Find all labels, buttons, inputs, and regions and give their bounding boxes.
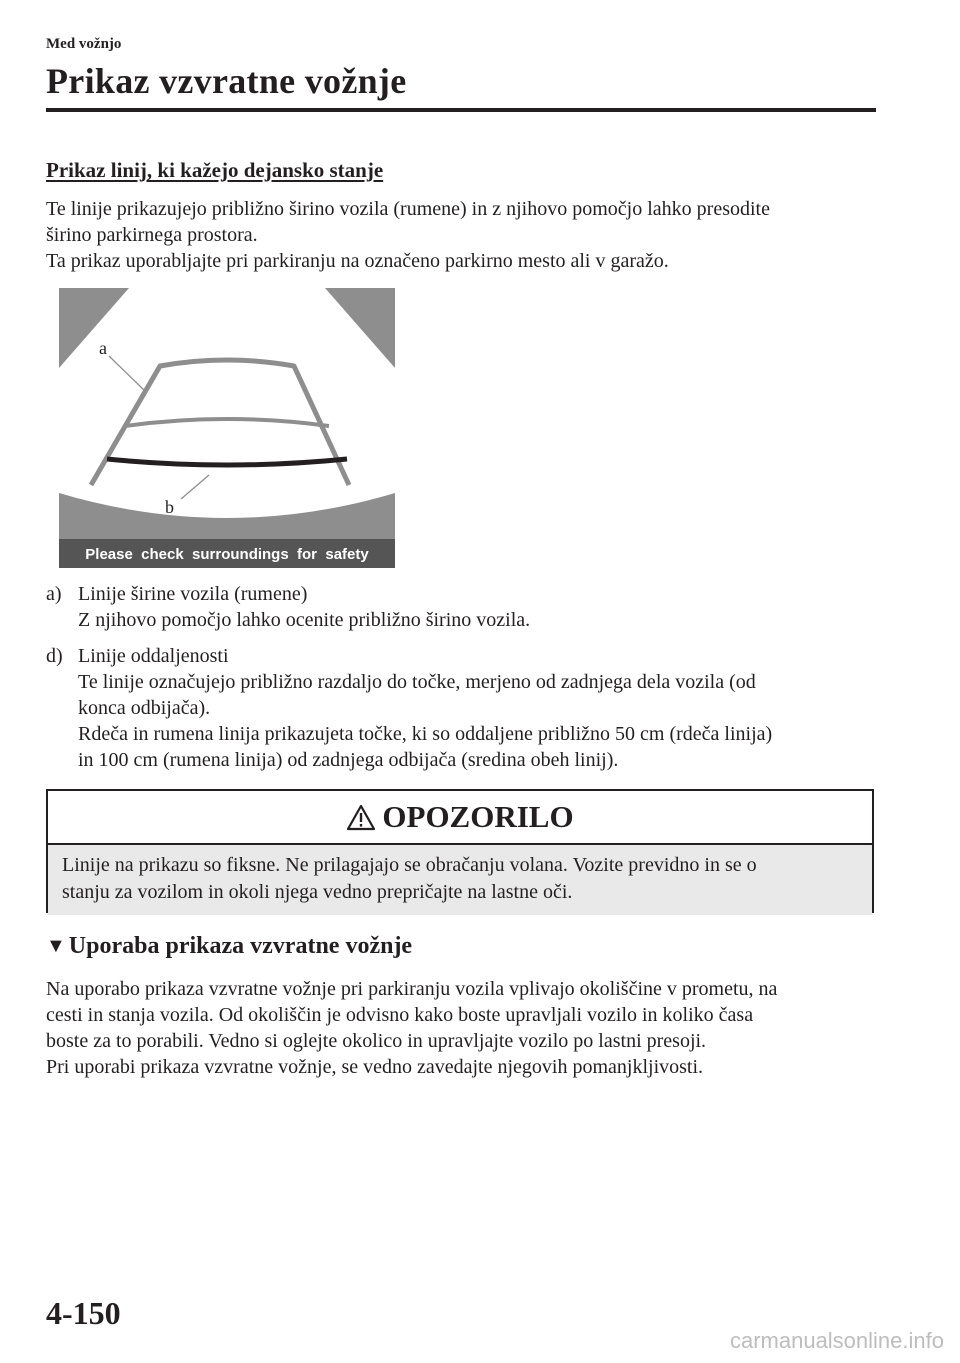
warning-title: OPOZORILO <box>382 799 574 834</box>
intro-line: širino parkirnega prostora. <box>46 224 258 246</box>
legend-marker: d) <box>46 645 63 667</box>
safety-banner-text: Please check surroundings for safety <box>85 546 369 563</box>
warning-body <box>48 845 872 915</box>
usage-heading <box>46 933 412 960</box>
warning-triangle-icon <box>346 804 376 831</box>
legend-line: Linije oddaljenosti <box>78 645 229 667</box>
triangle-down-icon: ▼ <box>46 935 66 957</box>
warning-box <box>46 789 874 913</box>
intro-line: Ta prikaz uporabljajte pri parkiranju na označeno parkirno mesto ali v garažo. <box>46 250 669 272</box>
usage-line: Na uporabo prikaza vzvratne vožnje pri parkiranju vozila vplivajo okoliščine v prometu, na <box>46 978 778 1000</box>
section-label: Med vožnjo <box>46 36 122 52</box>
legend-marker: a) <box>46 583 62 605</box>
legend-line: Z njihovo pomočjo lahko ocenite približno širino vozila. <box>78 609 531 631</box>
watermark: carmanualsonline.info <box>729 1328 944 1353</box>
legend-item-a <box>46 581 886 633</box>
usage-line: cesti in stanja vozila. Od okoliščin je odvisno kako boste upravljali vozilo in koliko časa <box>46 1004 754 1026</box>
intro-paragraph <box>46 196 886 274</box>
usage-title: Uporaba prikaza vzvratne vožnje <box>68 933 413 959</box>
warning-line: stanju za vozilom in okoli njega vedno prepričajte na lastne oči. <box>62 881 573 903</box>
page-number: 4-150 <box>46 1295 121 1331</box>
legend-line: Linije širine vozila (rumene) <box>78 583 308 605</box>
legend-item-d <box>46 643 886 773</box>
callout-label-b: b <box>165 497 174 517</box>
rear-camera-figure <box>59 288 395 568</box>
legend-line: konca odbijača). <box>78 697 211 719</box>
sub-heading: Prikaz linij, ki kažejo dejansko stanje <box>46 158 384 182</box>
usage-paragraph <box>46 976 886 1080</box>
warning-header <box>48 791 872 845</box>
legend-line: Rdeča in rumena linija prikazujeta točke, ki so oddaljene približno 50 cm (rdeča linija) <box>78 723 773 745</box>
usage-line: boste za to porabili. Vedno si oglejte okolico in upravljajte vozilo po lastni presoji. <box>46 1030 707 1052</box>
callout-label-a: a <box>99 338 107 358</box>
usage-line: Pri uporabi prikaza vzvratne vožnje, se vedno zavedajte njegovih pomanjkljivosti. <box>46 1056 704 1078</box>
page-title: Prikaz vzvratne vožnje <box>46 61 407 101</box>
camera-screen <box>59 288 395 518</box>
title-rule <box>46 108 876 112</box>
warning-line: Linije na prikazu so fiksne. Ne prilagajajo se obračanju volana. Vozite previdno in se o <box>62 854 757 876</box>
legend-line: in 100 cm (rumena linija) od zadnjega odbijača (sredina obeh linij). <box>78 749 619 771</box>
intro-line: Te linije prikazujejo približno širino vozila (rumene) in z njihovo pomočjo lahko presodite <box>46 198 770 220</box>
legend-line: Te linije označujejo približno razdaljo do točke, merjeno od zadnjega dela vozila (od <box>78 671 756 693</box>
